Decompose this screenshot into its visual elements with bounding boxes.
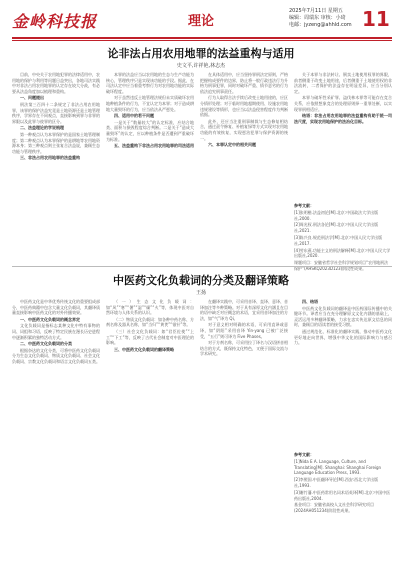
reference-item: [2]李照国.中医翻译导论[M].西安:西北大学出版社,1993. bbox=[294, 477, 379, 488]
paragraph: 结语：非法占用农用地罪的法益重构有助于统一司法尺度，实现农用地保护的法治化目标。 bbox=[294, 113, 392, 124]
paragraph: 关于本罪与非法转让、倒卖土地使用权罪的界限，前者侧重于改变土地用途，后者侧重于土地使用权的非法流转，二者保护的法益存在明显差异，应当分别认定。 bbox=[294, 72, 392, 94]
paragraph: 本罪与破坏性采矿罪、盗伐林木罪等可能存在竞合关系，应依照想象竞合的处理原则择一重罪处断，以实现罪刑相适应。 bbox=[294, 95, 392, 112]
paragraph: 行为人取得合法手续后改变土地用途的，应区分情形处理；对于临时用地超期使用、设施农用地违规建设等情形，也应当以法益侵害程度作为判断依据。 bbox=[200, 95, 288, 118]
paragraph: （三）社会文化负载词：如“君臣佐使”“上工”“下工”等，反映了古代社会制度对中医理论的影响。 bbox=[106, 328, 194, 346]
paragraph: 在具体适用中，应当坚持罪刑法定原则，严格把握构成要件的边界，防止将一般行政违法行为升格为刑事犯罪，同时对破坏严重、情节恶劣的行为依法追究刑事责任。 bbox=[200, 72, 288, 94]
reference-item: 课题项目：安徽省哲学社会科学规划项目“农用地刑法保护”(AHSKQ2023D123)阶段性成果。 bbox=[294, 260, 389, 271]
article1-column-3 bbox=[200, 72, 288, 228]
paragraph: 目前，中央关于农用地犯罪的法律适用中，农用地的保护与利用等问题日益突出，各地司法实践中对非法占用农用地罪的认定存在较大分歧，有必要从法益角度加以梳理和重构。 bbox=[12, 72, 100, 94]
article2-column-3 bbox=[200, 299, 288, 567]
paragraph: 一、中医药文化负载词的概念界定 bbox=[20, 316, 80, 322]
reference-item: [1]Nida E A. Language, Culture, and Translating[M]. Shanghai: Shanghai Foreign Language Education Press, 1993. bbox=[294, 458, 382, 476]
section-title: 理论 bbox=[188, 14, 215, 29]
paragraph: 对于意义相对明确的术语，可采用直译或意译，如“阴阳”采用音译 Yin-yang 已被广泛接受，“五行”则可译为 Five Phases。 bbox=[200, 322, 288, 339]
article-divider bbox=[12, 266, 392, 267]
paragraph: 六、本罪认定中的相关问题 bbox=[208, 142, 256, 148]
paragraph: 在翻译实践中，可采用音译、直译、意译、音译加注等多种策略。对于具有深厚文化内涵且在目的语中缺乏对应概念的术语，宜采用音译加注的方法，如“气”译为 Qi。 bbox=[200, 299, 288, 321]
paragraph: 刑法第三百四十二条规定了非法占用农用地罪，该罪的保护法益究竟是土地资源还是土地管理秩序，学界存在不同观点，直接影响到罪与非罪的界限以及此罪与彼罪的区分。 bbox=[12, 101, 100, 124]
issue-editors: 编辑：周瑞东 审核：小琦 bbox=[289, 15, 346, 21]
article1-title: 论非法占用农用地罪的法益重构与适用 bbox=[107, 47, 295, 60]
paragraph: 三、中医药文化负载词的翻译策略 bbox=[114, 346, 174, 352]
article1-references bbox=[294, 203, 392, 271]
page-number: 11 bbox=[362, 7, 390, 31]
article2-references bbox=[294, 452, 392, 567]
reference-item: [4]劳东燕.功能主义的刑法解释[M].北京:中国人民大学出版社,2020. bbox=[294, 247, 391, 259]
paragraph: 对于虽然违反土地管理法规但未实质破坏农用地种植条件的行为，不宜认定为本罪；对于造成耕地大量毁坏的行为，应当依法从严惩处。 bbox=[106, 95, 194, 112]
article1-byline: 史文平,许祥艳,林志杰 bbox=[176, 63, 226, 69]
paragraph: 根据奈达的文化分类，可将中医药文化负载词分为生态文化负载词、物质文化负载词、社会文化负载词、宗教文化负载词和语言文化负载词五类。 bbox=[12, 347, 100, 364]
masthead bbox=[0, 0, 402, 40]
paragraph: （一）生态文化负载词：如“风”“寒”“暑”“湿”“燥”“火”等，体现中医对自然环境与人体关系的认识。 bbox=[106, 299, 194, 316]
header-rule bbox=[12, 37, 392, 39]
paragraph: 本罪的法益应当以农用地的生态与生产功能为核心，管理秩序只是实现该功能的手段。据此，在司法认定中应当着重考察行为对农用地功能的实际破坏程度。 bbox=[106, 72, 194, 94]
paragraph: 二、中医药文化负载词的分类 bbox=[20, 341, 72, 347]
issue-email: 电邮：jyzeng@ahhld.com bbox=[289, 22, 352, 28]
article2-byline: 王扬 bbox=[195, 290, 206, 296]
paragraph: 四、适用中的若干问题 bbox=[114, 113, 154, 119]
reference-item: [3]谢竹藩.中医药常用名词术语英译[M].北京:中国中医药出版社,2004. bbox=[294, 489, 391, 501]
article1-column-2 bbox=[106, 72, 194, 228]
paragraph: 五、法益重构下非法占用农用地罪的司法适用 bbox=[114, 143, 194, 149]
paragraph: 第一种观点认为本罪保护的是国家土地管理制度；第二种观点认为本罪保护的是耕地等农用地资源本身；第三种观点则主张复合法益说，兼顾生态功能与管理秩序。 bbox=[12, 131, 100, 154]
issue-date: 2025年7月11日 星期五 bbox=[289, 8, 343, 14]
paragraph: 文化负载词是指标志某种文化中特有事物的词、词组和习语，反映了特定民族在漫长历史进程中逐渐积累的独特活动方式。 bbox=[12, 323, 100, 340]
references-title: 参考文献： bbox=[294, 203, 314, 208]
reference-item: 基金项目：安徽省高校人文社会科学研究项目(2024AH051234)阶段性成果。 bbox=[294, 502, 374, 514]
header-rule-thin bbox=[12, 40, 392, 41]
reference-item: [2]周光权.刑法各论[M].北京:中国人民大学出版社,2021. bbox=[294, 222, 379, 234]
reference-item: [3]陈兴良.规范刑法学[M].北京:中国人民大学出版社,2017. bbox=[294, 234, 383, 246]
paragraph: 一、问题提出 bbox=[20, 95, 44, 101]
paragraph: 此外，还应当注重刑事制裁与生态修复相结合，通过责令修复、补植复绿等方式实现对农用地功能的有效恢复，实现惩治犯罪与保护资源的统一。 bbox=[200, 118, 288, 141]
paragraph: 中医药文化是中华优秀传统文化的重要组成部分，中医药典籍中包含大量文化负载词，其翻译质量直接影响中医药文化的对外传播效果。 bbox=[12, 299, 100, 316]
paragraph: 二、法益理论的学说梳理 bbox=[20, 125, 64, 131]
paragraph: 三、非法占用农用地罪的法益重构 bbox=[20, 155, 80, 161]
article2-column-2 bbox=[106, 299, 194, 567]
references-title: 参考文献： bbox=[294, 452, 314, 457]
paragraph: 对于方剂名称，可采用拉丁译名与汉语拼音相结合的方式，既保持文化特色，又便于国际交流与学术研究。 bbox=[200, 340, 288, 357]
article1-column-4 bbox=[294, 72, 392, 202]
reference-item: [1]张明楷.法益初论[M].北京:中国政法大学出版社,2000. bbox=[294, 209, 379, 221]
paragraph: 通过规范化、标准化的翻译实践，推动中医药文化更好地走向世界，增强中华文化的国际影响力与感召力。 bbox=[294, 328, 392, 346]
paragraph: （二）物质文化负载词：如各种中药名称、方剂名称及器具名称，如“当归”“黄芪”“银针”等。 bbox=[106, 316, 194, 328]
article2-column-4 bbox=[294, 299, 392, 449]
paragraph: 中医药文化负载词的翻译是中医药国际传播中的关键环节。译者应当在充分理解原文文化内涵的基础上，灵活运用多种翻译策略，力求在忠实传达原文信息的同时，兼顾目的语读者的接受习惯。 bbox=[294, 305, 392, 328]
issue-meta bbox=[289, 8, 352, 29]
paragraph: 四、结语 bbox=[302, 299, 318, 304]
paragraph: 一是关于“数量较大”的认定标准，应结合地类、面积与损毁程度综合判断。二是关于“造成大量毁坏”的认定，应以种植条件是否遭到严重破坏为标准。 bbox=[106, 119, 194, 142]
article2-column-1 bbox=[12, 299, 100, 567]
newspaper-logo: 金岭科技报 bbox=[12, 12, 98, 31]
article2-title: 中医药文化负载词的分类及翻译策略 bbox=[113, 274, 289, 287]
article1-column-1 bbox=[12, 72, 100, 228]
